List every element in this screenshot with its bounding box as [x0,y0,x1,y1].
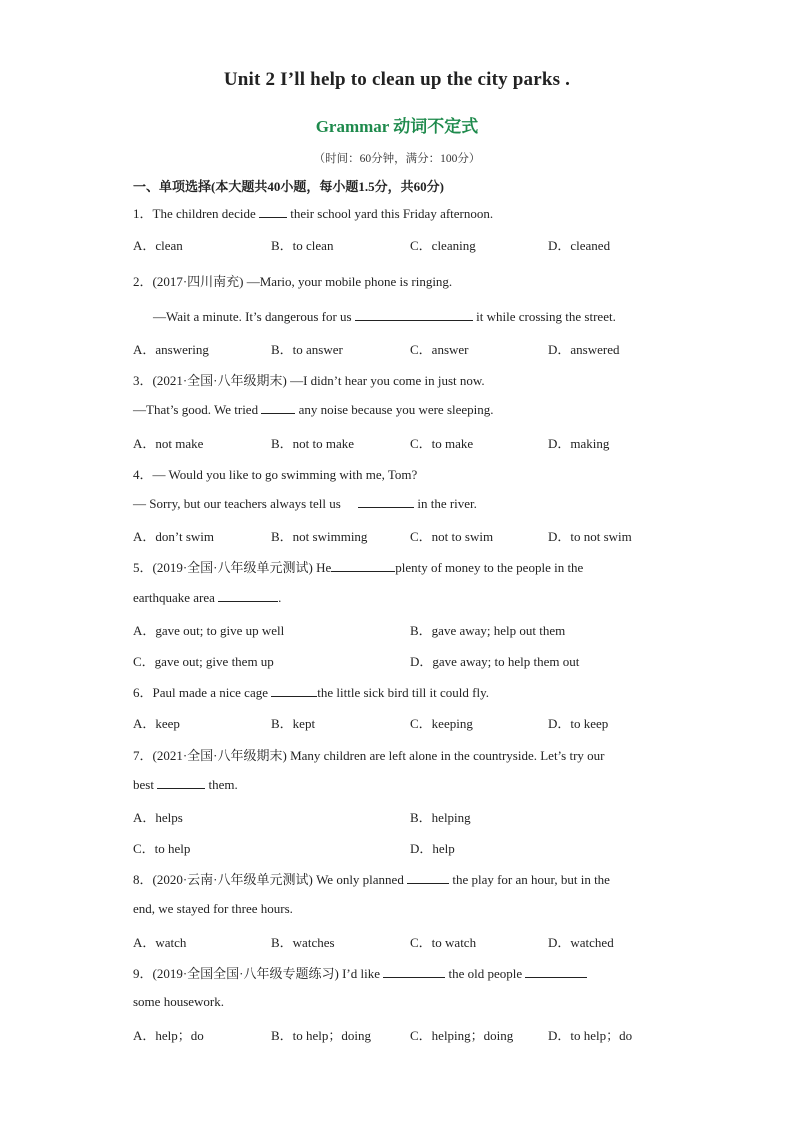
option-a: A．help；do [133,1028,204,1043]
option-b: B．kept [271,716,316,731]
answer-blank [358,495,414,508]
option-c: C．to make [410,436,474,451]
section-heading: 一、单项选择(本大题共40小题，每小题1.5分，共60分) [133,179,444,194]
question-7-line-2 [133,776,238,793]
option-a: A．not make [133,436,204,451]
option-b: B．not swimming [271,529,368,544]
page-title: Unit 2 I’ll help to clean up the city parks . [223,69,571,90]
option-b: B．helping [410,810,471,825]
page-subtitle: Grammar 动词不定式 [315,117,479,136]
question-text: —That’s good. We tried [133,402,259,417]
option-c: C．keeping [410,716,473,731]
answer-blank [157,776,205,789]
question-text: it while crossing the street. [476,309,616,324]
answer-blank [407,871,449,884]
question-text: their school yard this Friday afternoon. [290,206,494,221]
option-d: D．to not swim [548,529,632,544]
option-b: B．to help；doing [271,1028,372,1043]
question-text: — Sorry, but our teachers always tell us [133,496,341,511]
answer-blank [271,684,317,697]
question-text: them. [208,777,238,792]
answer-blank [218,589,278,602]
question-1 [133,203,493,222]
option-c: C．to watch [410,935,477,950]
question-4-line-2 [133,495,477,512]
option-d: D．making [548,436,610,451]
option-d: D．help [410,841,455,856]
option-b: B．to clean [271,238,334,253]
option-b: B．gave away; help out them [410,623,566,638]
option-c: C．helping；doing [410,1028,514,1043]
option-c: C．to help [133,841,191,856]
question-text: —Wait a minute. It’s dangerous for us [153,309,352,324]
option-b: B．watches [271,935,335,950]
option-c: C．gave out; give them up [133,654,274,669]
question-7: 7．(2021·全国·八年级期末) Many children are left alone in the countryside. Let’s try our [133,748,605,763]
option-a: A．answering [133,342,209,357]
question-8-line-2: end, we stayed for three hours. [133,901,293,916]
question-text: 6．Paul made a nice cage [133,685,268,700]
option-a: A．don’t swim [133,529,215,544]
option-a: A．helps [133,810,183,825]
question-text: best [133,777,154,792]
answer-blank [259,205,287,218]
option-d: D．to keep [548,716,609,731]
question-text: plenty of money to the people in the [395,560,584,575]
question-text: 1．The children decide [133,206,256,221]
question-4: 4．— Would you like to go swimming with me, Tom? [133,467,418,482]
question-text: the play for an hour, but in the [452,872,610,887]
question-text: 9．(2019·全国全国·八年级专题练习) I’d like [133,966,380,981]
option-d: D．to help；do [548,1028,633,1043]
question-text: 8．(2020·云南·八年级单元测试) We only planned [133,872,404,887]
option-d: D．watched [548,935,614,950]
question-text: earthquake area [133,590,215,605]
question-text: any noise because you were sleeping. [298,402,494,417]
question-text: in the river. [417,496,477,511]
option-a: A．clean [133,238,183,253]
question-3: 3．(2021·全国·八年级期末) —I didn’t hear you come in just now. [133,373,485,388]
option-a: A．watch [133,935,187,950]
option-a: A．gave out; to give up well [133,623,285,638]
option-d: D．cleaned [548,238,611,253]
answer-blank [261,401,295,414]
option-c: C．answer [410,342,469,357]
option-c: C．cleaning [410,238,476,253]
question-text: . [278,590,282,605]
answer-blank [525,965,587,978]
question-3-line-2 [133,401,494,418]
question-9-line-2: some housework. [133,994,224,1009]
option-a: A．keep [133,716,180,731]
option-b: B．to answer [271,342,343,357]
question-text: the old people [448,966,523,981]
question-5-line-2 [133,589,281,606]
answer-blank [331,559,395,572]
question-2-line-2 [153,308,616,325]
option-d: D．gave away; to help them out [410,654,580,669]
answer-blank [355,308,473,321]
exam-meta: （时间：60分钟，满分：100分） [313,153,481,165]
question-6 [133,682,489,701]
question-2: 2．(2017·四川南充) —Mario, your mobile phone is ringing. [133,274,453,289]
option-d: D．answered [548,342,620,357]
option-b: B．not to make [271,436,355,451]
question-9 [133,963,587,982]
question-5 [133,557,583,576]
option-c: C．not to swim [410,529,494,544]
question-8 [133,869,610,888]
question-text: 5．(2019·全国·八年级单元测试) He [133,560,332,575]
answer-blank [383,965,445,978]
question-text: the little sick bird till it could fly. [317,685,489,700]
